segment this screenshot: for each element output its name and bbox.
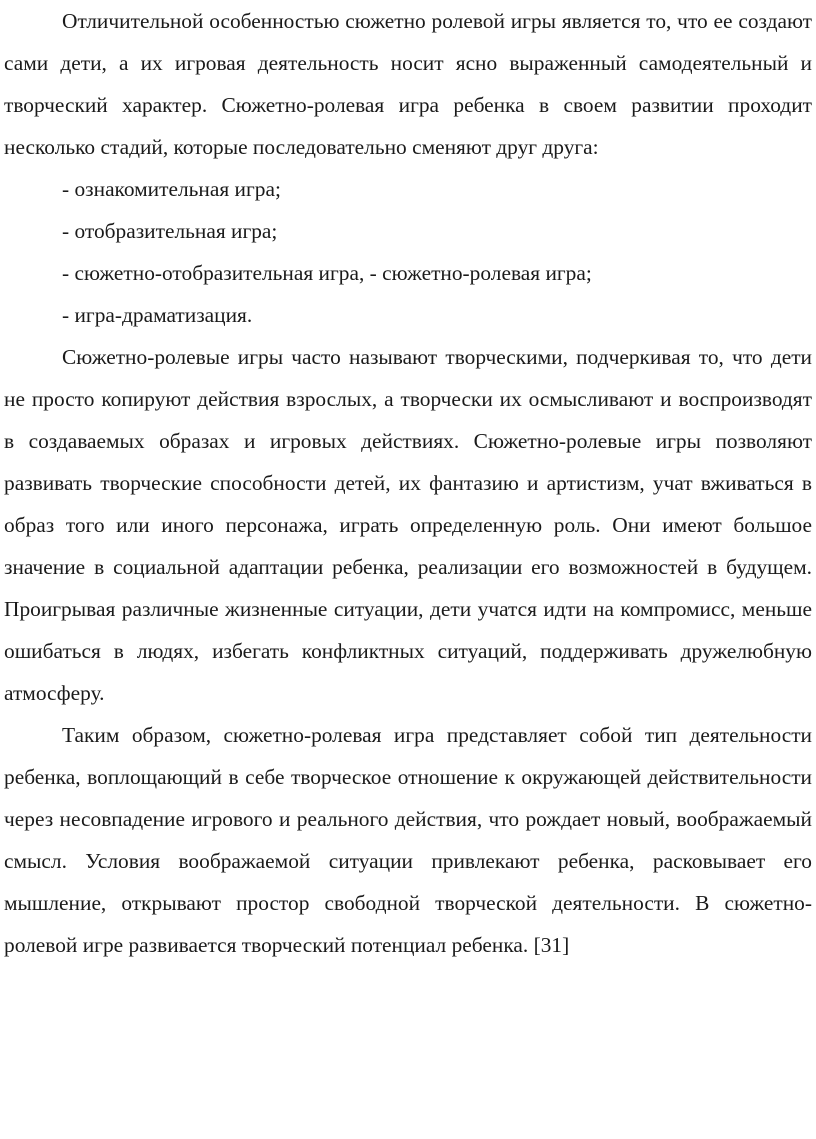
stages-list xyxy=(4,168,812,336)
list-item: - сюжетно-отобразительная игра, - сюжетно-ролевая игра; xyxy=(62,261,592,285)
paragraph-intro: Отличительной особенностью сюжетно ролевой игры является то, что ее создают сами дети, а их игровая деятельность носит ясно выраженный самодеятельный и творческий характер. Сюжетно-ролевая игра ребенка в своем развитии проходит несколько стадий, которые последовательно сменяют друг друга: xyxy=(4,9,812,159)
paragraph-creative-games: Сюжетно-ролевые игры часто называют творческими, подчеркивая то, что дети не просто копируют действия взрослых, а творчески их осмысливают и воспроизводят в создаваемых образах и игровых действиях. Сюжетно-ролевые игры позволяют развивать творческие способности детей, их фантазию и артистизм, учат вживаться в образ того или иного персонажа, играть определенную роль. Они имеют большое значение в социальной адаптации ребенка, реализации его возможностей в будущем. Проигрывая различные жизненные ситуации, дети учатся идти на компромисс, меньше ошибаться в людях, избегать конфликтных ситуаций, поддерживать дружелюбную атмосферу. xyxy=(4,345,812,705)
paragraph-conclusion: Таким образом, сюжетно-ролевая игра представляет собой тип деятельности ребенка, воплощающий в себе творческое отношение к окружающей действительности через несовпадение игрового и реального действия, что рождает новый, воображаемый смысл. Условия воображаемой ситуации привлекают ребенка, расковывает его мышление, открывают простор свободной творческой деятельности. В сюжетно-ролевой игре развивается творческий потенциал ребенка. [31] xyxy=(4,723,812,957)
document-page xyxy=(4,0,812,966)
list-item: - игра-драматизация. xyxy=(62,303,253,327)
list-item: - ознакомительная игра; xyxy=(62,177,281,201)
list-item: - отобразительная игра; xyxy=(62,219,278,243)
